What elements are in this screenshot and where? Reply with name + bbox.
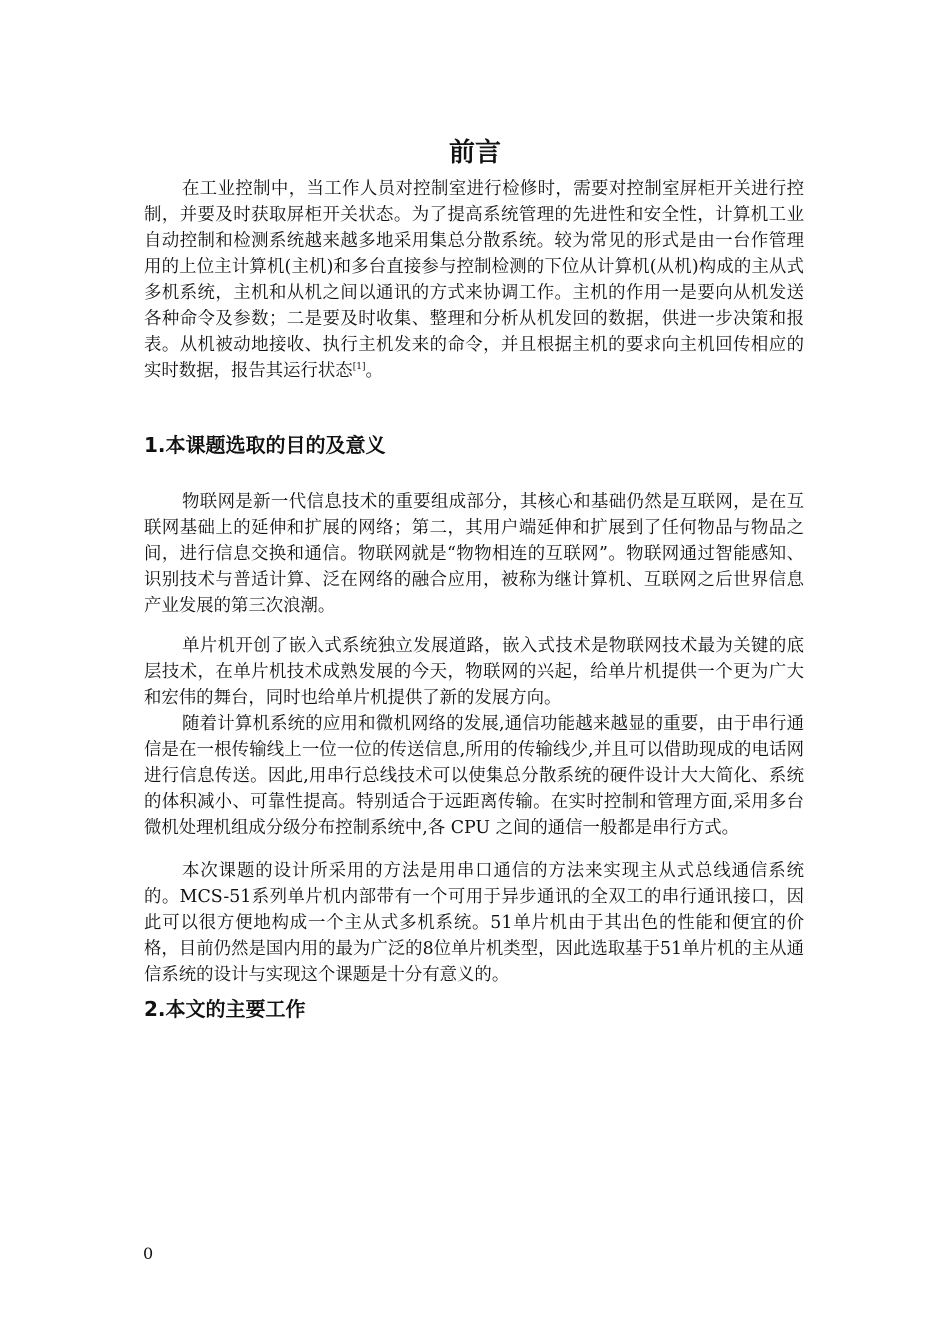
section-1-paragraph-3: 随着计算机系统的应用和微机网络的发展,通信功能越来越显的重要，由于串行通信是在一根传输线上一位一位的传送信息,所用的传输线少,并且可以借助现成的电话网进行信息传送。因此,用串行总线技术可以使集总分散系统的硬件设计大大简化、系统的体积减小、可靠性提高。特别适合于远距离传输。在实时控制和管理方面,采用多台微机处理机组成分级分布控制系统中,各 CPU 之间的通信一般都是串行方式。	[144, 714, 804, 838]
section-1-paragraph-1: 物联网是新一代信息技术的重要组成部分，其核心和基础仍然是互联网，是在互联网基础上的延伸和扩展的网络；第二，其用户端延伸和扩展到了任何物品与物品之间，进行信息交换和通信。物联网就是“物物相连的互联网”。物联网通过智能感知、识别技术与普适计算、泛在网络的融合应用，被称为继计算机、互联网之后世界信息产业发展的第三次浪潮。	[144, 492, 804, 616]
section-2-heading: 2.本文的主要工作	[144, 997, 306, 1021]
intro-paragraph	[144, 176, 804, 384]
intro-text: 在工业控制中，当工作人员对控制室进行检修时，需要对控制室屏柜开关进行控制，并要及时获取屏柜开关状态。为了提高系统管理的先进性和安全性，计算机工业自动控制和检测系统越来越多地采用集总分散系统。较为常见的形式是由一台作管理用的上位主计算机(主机)和多台直接参与控制检测的下位从计算机(从机)构成的主从式多机系统，主机和从机之间以通讯的方式来协调工作。主机的作用一是要向从机发送各种命令及参数；二是要及时收集、整理和分析从机发回的数据，供进一步决策和报表。从机被动地接收、执行主机发来的命令，并且根据主机的要求向主机回传相应的实时数据，报告其运行状态	[144, 179, 804, 381]
section-1-paragraph-2: 单片机开创了嵌入式系统独立发展道路，嵌入式技术是物联网技术最为关键的底层技术，在单片机技术成熟发展的今天，物联网的兴起，给单片机提供一个更为广大和宏伟的舞台，同时也给单片机提供了新的发展方向。	[144, 636, 804, 708]
page-number: 0	[143, 1244, 154, 1263]
intro-end: 。	[365, 361, 383, 381]
section-1-heading: 1.本课题选取的目的及意义	[144, 433, 386, 457]
section-1-paragraph-4: 本次课题的设计所采用的方法是用串口通信的方法来实现主从式总线通信系统的。MCS-51系列单片机内部带有一个可用于异步通讯的全双工的串行通讯接口，因此可以很方便地构成一个主从式多机系统。51单片机由于其出色的性能和便宜的价格，目前仍然是国内用的最为广泛的8位单片机类型，因此选取基于51单片机的主从通信系统的设计与实现这个课题是十分有意义的。	[144, 861, 804, 985]
citation-marker: [1]	[352, 362, 366, 373]
page-title: 前言	[448, 138, 501, 168]
